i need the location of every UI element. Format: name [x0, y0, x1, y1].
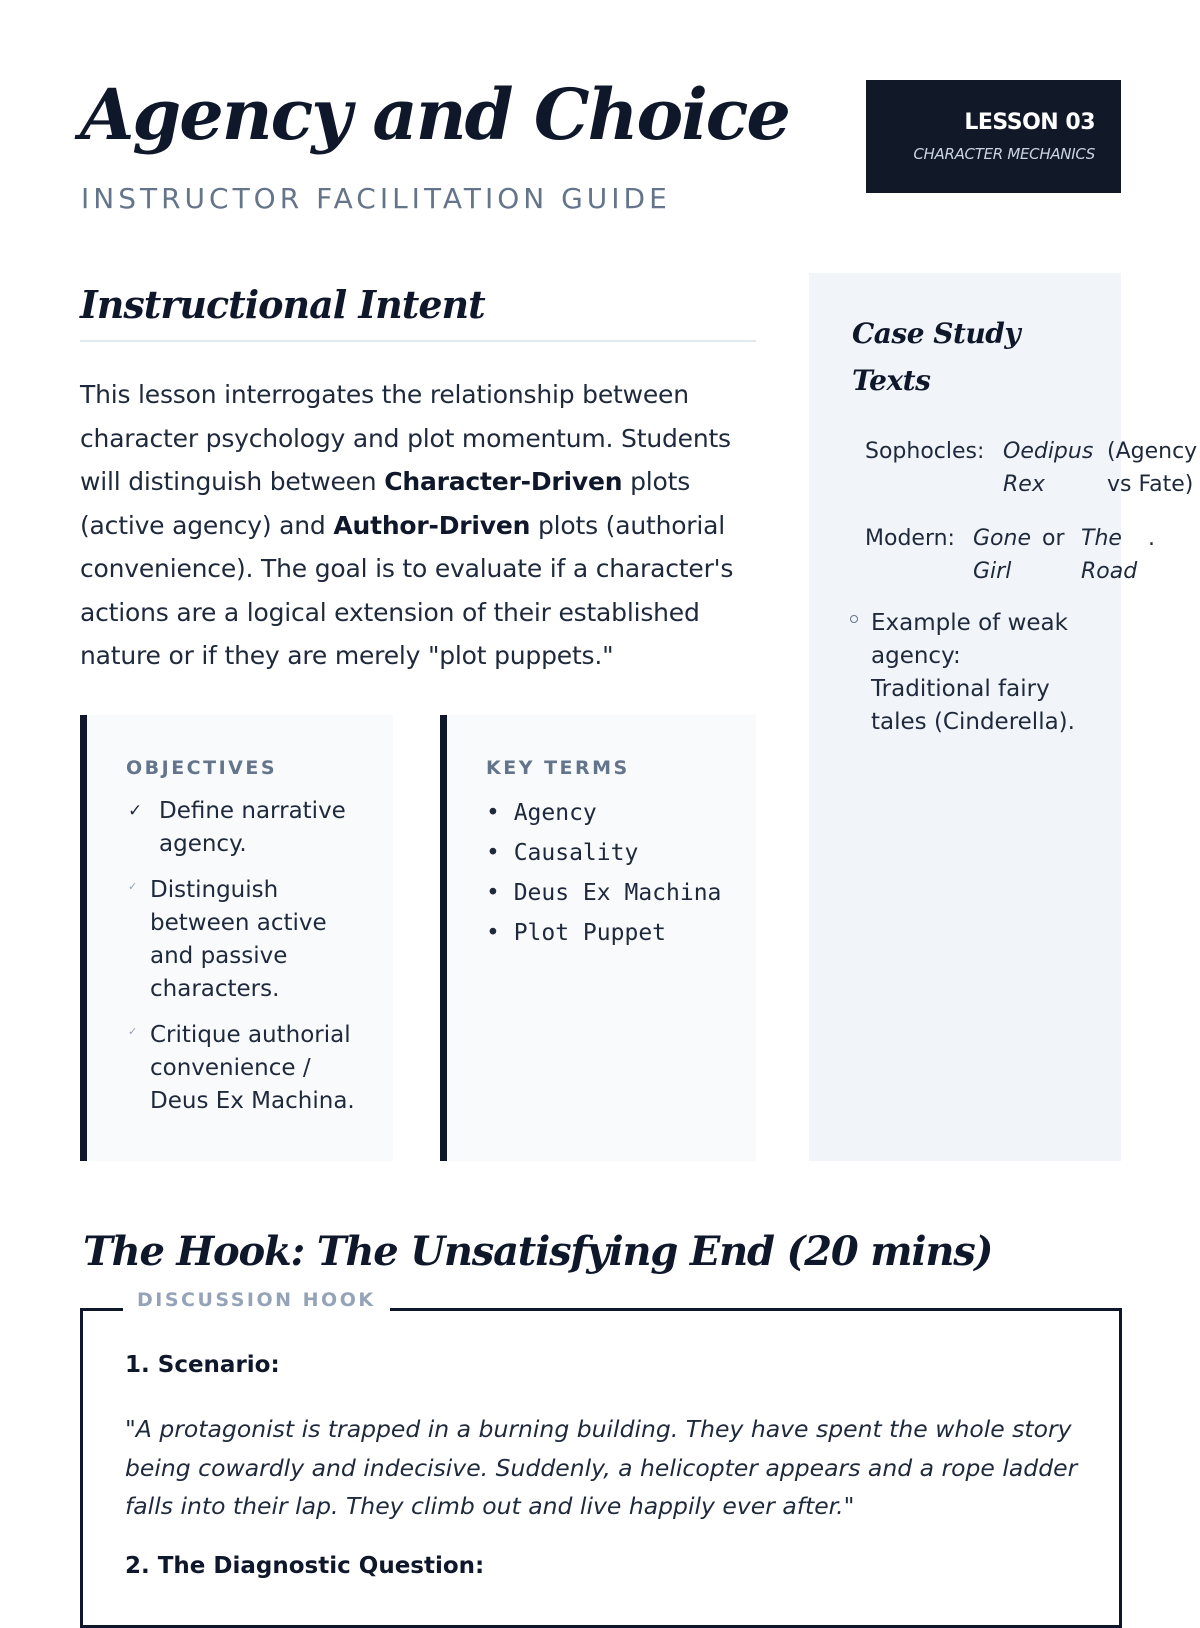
objective-item: ✓ Distinguish between active and passive characters. — [126, 874, 376, 1006]
lesson-topic: CHARACTER MECHANICS — [913, 145, 1095, 163]
check-icon: ✓ — [128, 801, 143, 821]
key-term-item: • Plot Puppet — [486, 920, 667, 946]
intent-text: plots (active agency) and — [80, 467, 691, 540]
page-subtitle: INSTRUCTOR FACILITATION GUIDE — [81, 182, 671, 215]
objective-item: ✓ Critique authorial convenience / Deus Ex Machina. — [126, 1019, 376, 1118]
case-period: . — [1148, 526, 1155, 551]
check-icon: ✓ — [128, 1025, 138, 1038]
bullet-circle-icon — [850, 615, 858, 623]
intent-text: This lesson interrogates the relationship between character psychology and plot momentum. Students will distinguish between — [80, 380, 731, 496]
intent-text: plots (authorial convenience). The goal is to evaluate if a character's actions are a logical extension of their established nature or if they are merely "plot puppets." — [80, 510, 734, 670]
case-label-modern: Modern: — [865, 526, 955, 551]
objectives-card — [80, 715, 393, 1161]
case-title-gone: Gone — [973, 526, 1031, 551]
key-terms-label: KEY TERMS — [486, 757, 630, 779]
heading-divider — [80, 340, 756, 342]
page-title: Agency and Choice — [80, 73, 789, 156]
case-study-heading: Case Study Texts — [852, 317, 1021, 397]
lesson-badge — [866, 80, 1121, 193]
case-title-rex: Rex — [1003, 472, 1045, 497]
intent-heading: Instructional Intent — [80, 282, 485, 327]
objectives-list — [126, 795, 376, 1131]
objective-item: ✓ Define narrative agency. — [126, 795, 376, 861]
case-note-agency: (Agency — [1107, 439, 1198, 464]
key-term-item: • Causality — [486, 840, 639, 866]
case-title-road: Road — [1081, 559, 1138, 584]
case-title-oedipus: Oedipus — [1003, 439, 1094, 464]
case-title-the: The — [1081, 526, 1122, 551]
term-author-driven: Author-Driven — [333, 510, 531, 540]
term-character-driven: Character-Driven — [384, 467, 623, 496]
diagnostic-question-label: 2. The Diagnostic Question: — [125, 1553, 485, 1579]
case-example: Example of weak agency: Traditional fairy tales (Cinderella). — [871, 610, 1075, 735]
key-term-item: • Agency — [486, 800, 597, 826]
key-terms-card — [440, 715, 756, 1161]
case-or: or — [1042, 526, 1065, 551]
check-icon: ✓ — [128, 880, 138, 893]
key-term-item: • Deus Ex Machina — [486, 880, 722, 906]
scenario-quote: "A protagonist is trapped in a burning building. They have spent the whole story being cowardly and indecisive. Suddenly, a helicopter appears and a rope ladder falls into their lap. They climb out and live happily ever after." — [125, 1415, 1078, 1520]
case-label-sophocles: Sophocles: — [865, 439, 985, 464]
objectives-label: OBJECTIVES — [126, 757, 278, 779]
case-note-fate: vs Fate) — [1107, 472, 1194, 497]
hook-heading: The Hook: The Unsatisfying End (20 mins) — [83, 1228, 993, 1275]
scenario-label: 1. Scenario: — [125, 1352, 280, 1378]
key-terms-list — [486, 797, 746, 957]
discussion-hook-label: DISCUSSION HOOK — [123, 1289, 390, 1311]
lesson-number: LESSON 03 — [964, 110, 1095, 135]
case-title-girl: Girl — [973, 559, 1012, 584]
intent-paragraph — [80, 373, 760, 678]
